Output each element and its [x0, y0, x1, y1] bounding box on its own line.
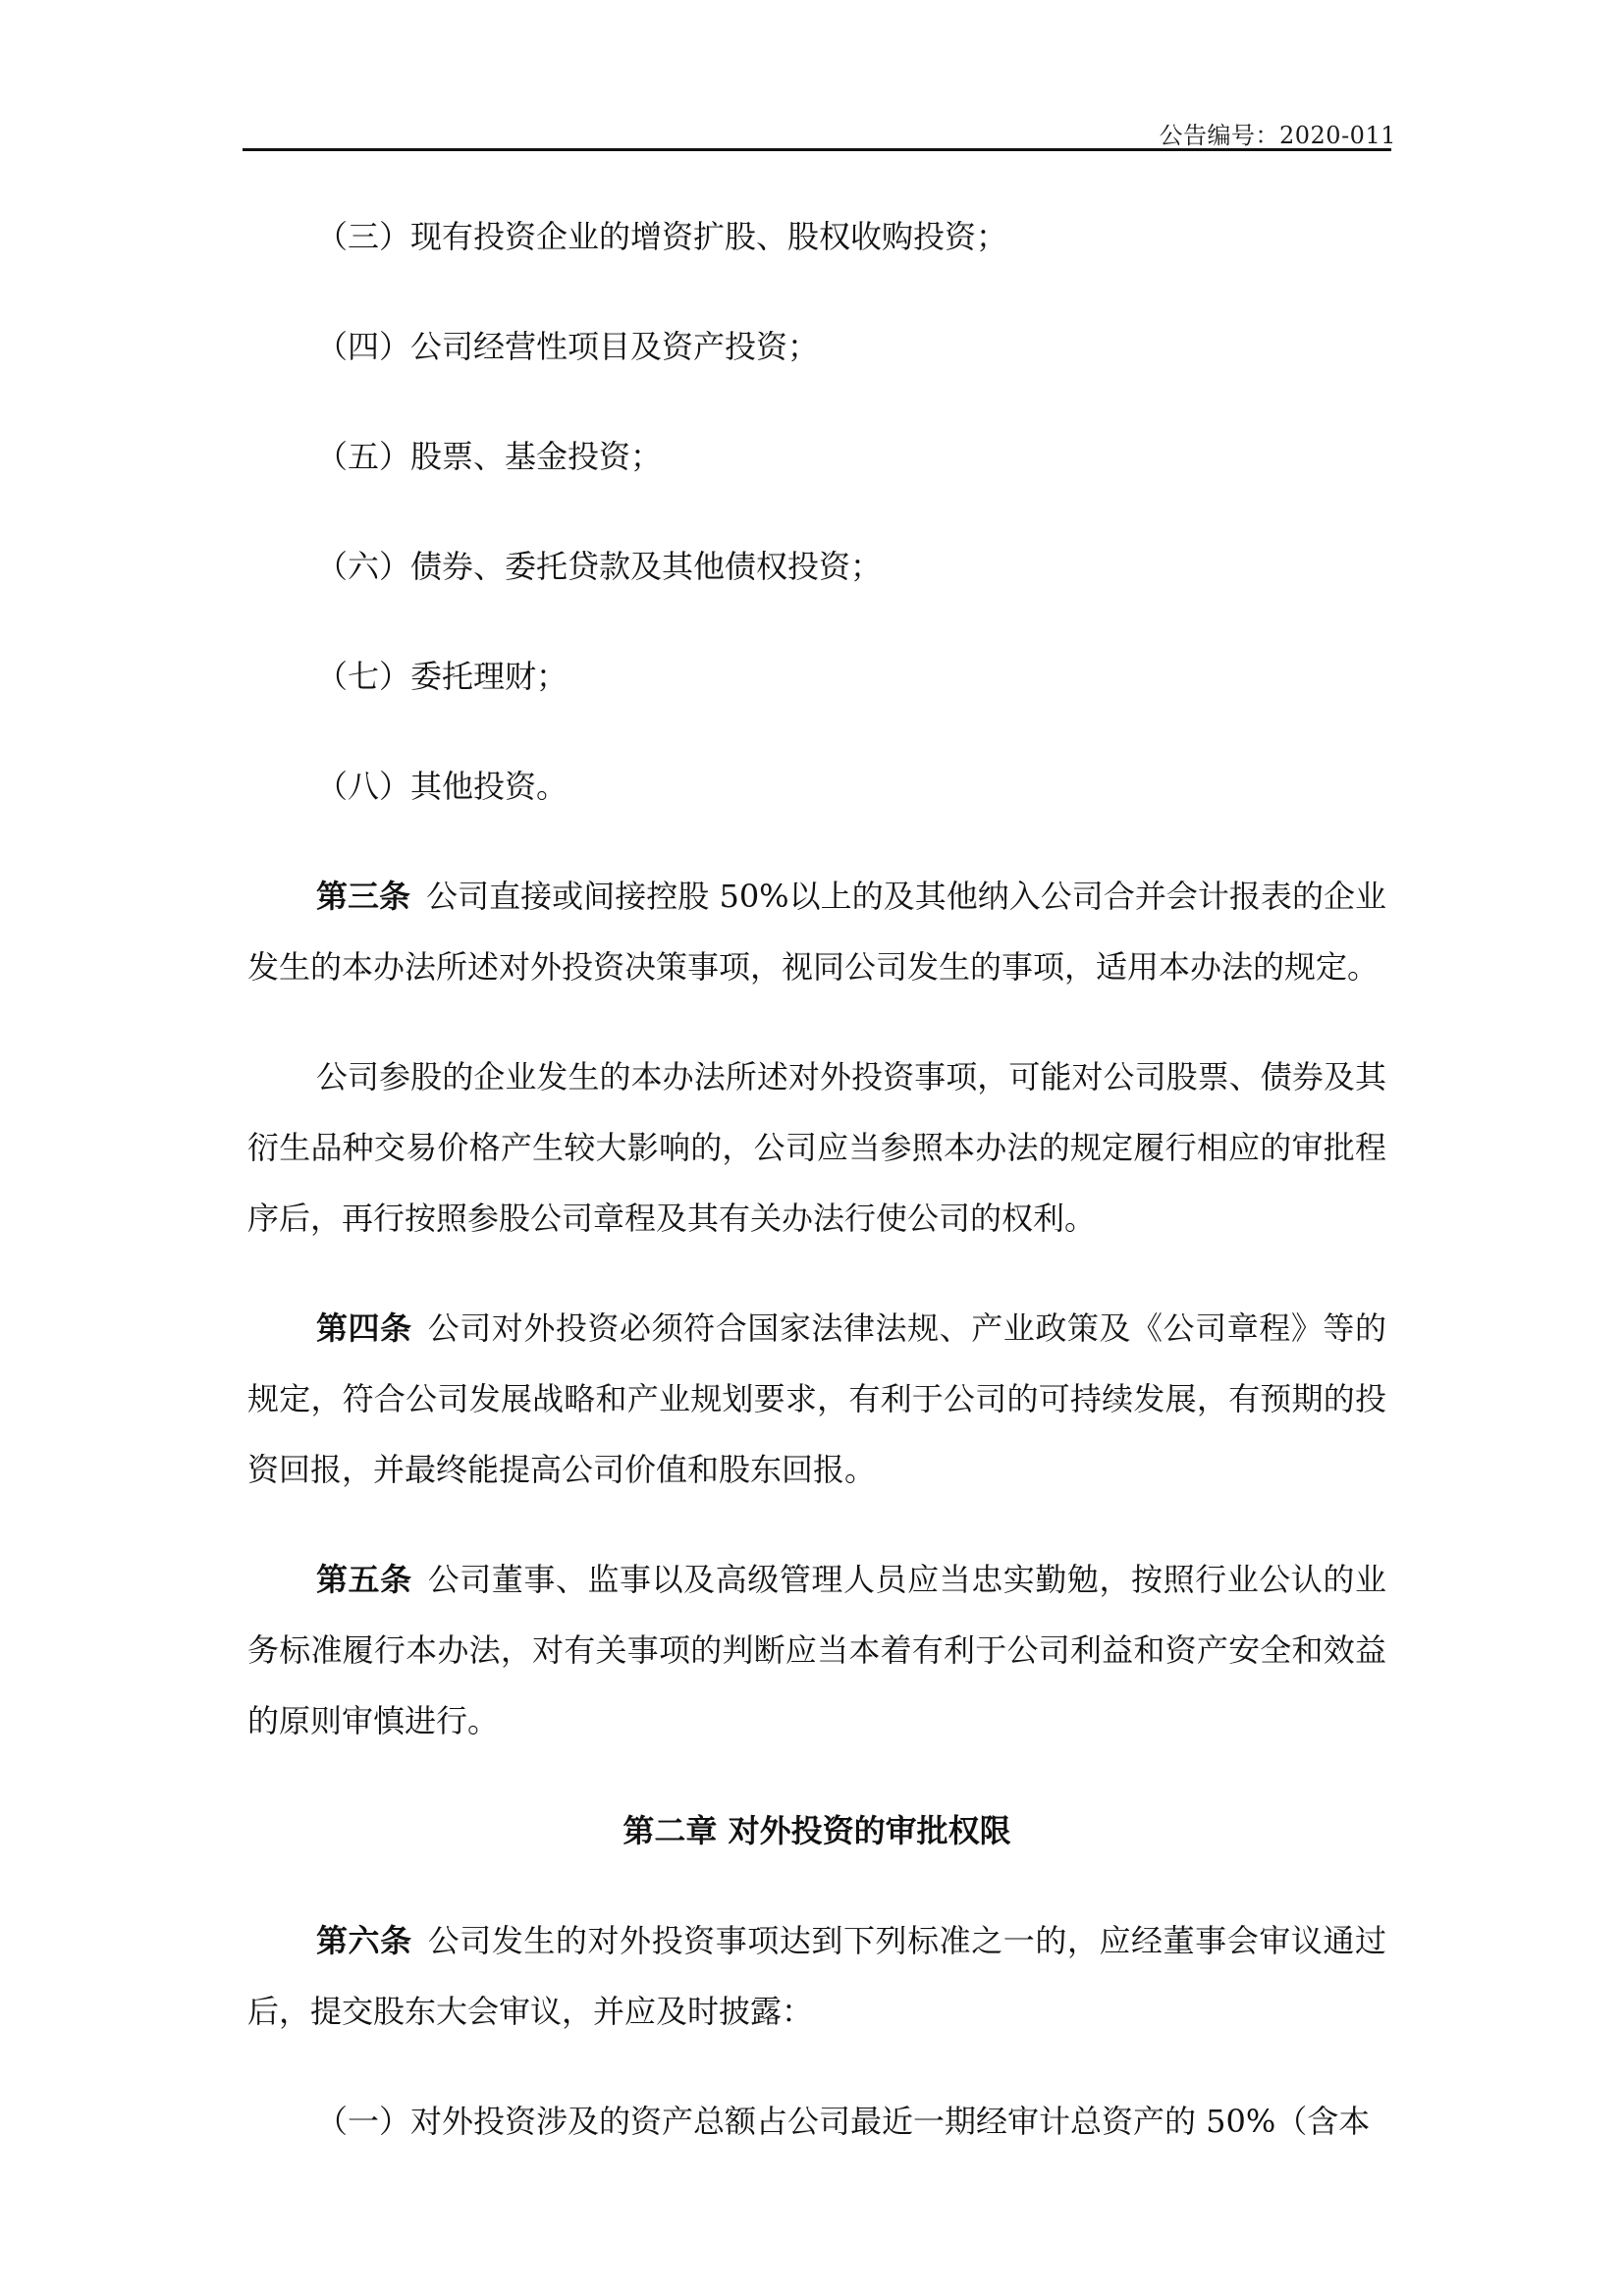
article-4: [247, 1293, 1386, 1505]
article-5: [247, 1544, 1386, 1756]
article-label: 第四条: [316, 1309, 412, 1347]
header-rule: [243, 148, 1391, 151]
article-label: 第三条: [316, 878, 411, 915]
list-item: （六）债券、委托贷款及其他债权投资；: [316, 548, 883, 585]
announcement-number: 公告编号：2020-011: [1159, 122, 1396, 149]
paragraph-participating: 公司参股的企业发生的本办法所述对外投资事项，可能对公司股票、债券及其衍生品种交易价格产生较大影响的，公司应当参照本办法的规定履行相应的审批程序后，再行按照参股公司章程及其有关办法行使公司的权利。: [247, 1058, 1386, 1237]
article-6: [247, 1905, 1386, 2047]
document-body: [247, 201, 1386, 2196]
list-item: （七）委托理财；: [316, 658, 568, 695]
list-item: （四）公司经营性项目及资产投资；: [316, 328, 820, 365]
list-item: （一）对外投资涉及的资产总额占公司最近一期经审计总资产的 50%（含本: [316, 2103, 1371, 2140]
chapter-title: 第二章 对外投资的审批权限: [623, 1812, 1011, 1849]
article-text: 公司董事、监事以及高级管理人员应当忠实勤勉，按照行业公认的业务标准履行本办法，对有关事项的判断应当本着有利于公司利益和资产安全和效益的原则审慎进行。: [247, 1561, 1386, 1739]
list-item: （五）股票、基金投资；: [316, 438, 663, 475]
list-item: （八）其他投资。: [316, 768, 568, 805]
article-3: [247, 861, 1386, 1002]
list-item: （三）现有投资企业的增资扩股、股权收购投资；: [316, 218, 1008, 255]
article-text: 公司直接或间接控股 50%以上的及其他纳入公司合并会计报表的企业发生的本办法所述对外投资决策事项，视同公司发生的事项，适用本办法的规定。: [247, 878, 1386, 986]
article-label: 第五条: [316, 1561, 412, 1598]
article-text: 公司发生的对外投资事项达到下列标准之一的，应经董事会审议通过后，提交股东大会审议，并应及时披露：: [247, 1922, 1386, 2030]
article-label: 第六条: [316, 1922, 412, 1959]
article-text: 公司对外投资必须符合国家法律法规、产业政策及《公司章程》等的规定，符合公司发展战略和产业规划要求，有利于公司的可持续发展，有预期的投资回报，并最终能提高公司价值和股东回报。: [247, 1309, 1386, 1488]
